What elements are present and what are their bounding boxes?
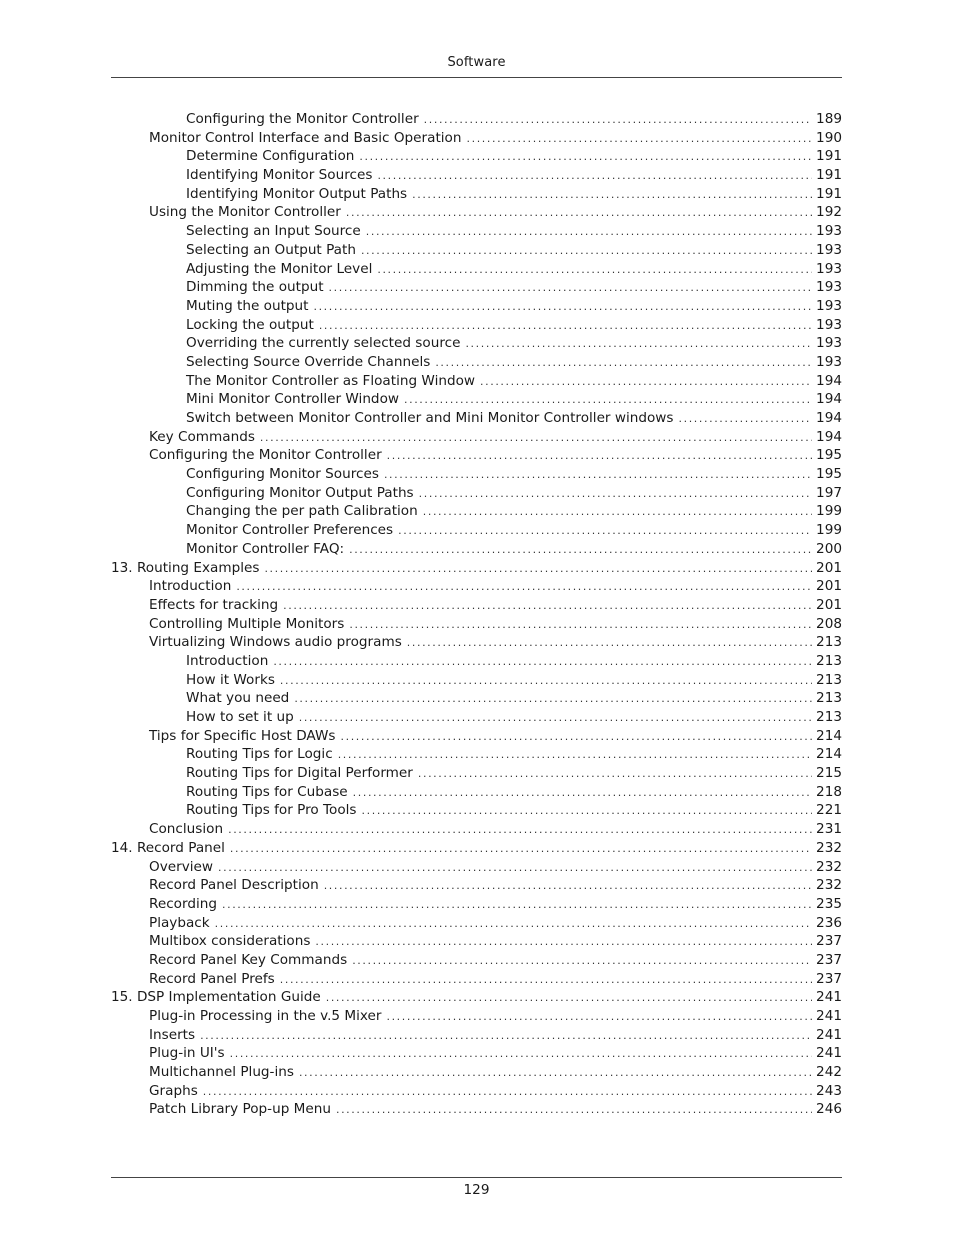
toc-entry[interactable] — [111, 596, 842, 615]
toc-entry[interactable] — [111, 1063, 842, 1082]
dot-leader — [679, 410, 812, 429]
toc-entry-title: Record Panel Description — [149, 877, 319, 894]
toc-entry-title: Selecting Source Override Channels — [186, 353, 431, 370]
dot-leader — [222, 896, 812, 915]
toc-entry-page: 232 — [816, 877, 842, 894]
dot-leader — [349, 616, 812, 635]
toc-entry[interactable] — [111, 372, 842, 391]
toc-entry[interactable] — [111, 559, 842, 578]
dot-leader — [299, 709, 812, 728]
toc-entry[interactable] — [111, 764, 842, 783]
dot-leader — [423, 503, 812, 522]
toc-entry[interactable] — [111, 353, 842, 372]
dot-leader — [218, 859, 812, 878]
dot-leader — [326, 989, 812, 1008]
toc-entry[interactable] — [111, 839, 842, 858]
toc-entry-page: 193 — [816, 335, 842, 352]
toc-entry-title: Routing Tips for Digital Performer — [186, 765, 413, 782]
toc-entry-title: Routing Tips for Cubase — [186, 783, 348, 800]
toc-entry-page: 237 — [816, 970, 842, 987]
toc-entry-page: 243 — [816, 1082, 842, 1099]
toc-entry[interactable] — [111, 502, 842, 521]
toc-entry[interactable] — [111, 484, 842, 503]
toc-entry[interactable] — [111, 633, 842, 652]
toc-entry-title: Selecting an Output Path — [186, 241, 356, 258]
toc-entry[interactable] — [111, 858, 842, 877]
toc-entry-title: Patch Library Pop-up Menu — [149, 1101, 331, 1118]
toc-entry-title: Identifying Monitor Sources — [186, 167, 373, 184]
toc-entry-page: 194 — [816, 372, 842, 389]
dot-leader — [384, 466, 812, 485]
dot-leader — [299, 1064, 812, 1083]
toc-entry-title: Plug-in Processing in the v.5 Mixer — [149, 1008, 382, 1024]
toc-entry[interactable] — [111, 390, 842, 409]
dot-leader — [273, 653, 812, 672]
toc-entry-page: 241 — [816, 1026, 842, 1043]
toc-entry[interactable] — [111, 203, 842, 222]
toc-entry-title: 13. Routing Examples — [111, 559, 260, 576]
toc-entry-title: Monitor Control Interface and Basic Operation — [149, 129, 462, 146]
toc-entry-page: 246 — [816, 1101, 842, 1118]
toc-entry[interactable] — [111, 241, 842, 260]
toc-entry[interactable] — [111, 876, 842, 895]
dot-leader — [352, 952, 812, 971]
toc-entry[interactable] — [111, 970, 842, 989]
toc-entry-page: 218 — [816, 783, 842, 800]
toc-entry-title: Virtualizing Windows audio programs — [149, 634, 402, 651]
toc-entry[interactable] — [111, 1044, 842, 1063]
toc-entry[interactable] — [111, 540, 842, 559]
toc-entry-title: Routing Tips for Logic — [186, 746, 333, 763]
toc-entry[interactable] — [111, 727, 842, 746]
toc-entry-page: 241 — [816, 1045, 842, 1062]
toc-entry-title: Identifying Monitor Output Paths — [186, 185, 408, 202]
dot-leader — [230, 1045, 812, 1064]
toc-entry[interactable] — [111, 820, 842, 839]
toc-entry-page: 208 — [816, 615, 842, 632]
toc-entry-page: 193 — [816, 353, 842, 370]
toc-entry-page: 241 — [816, 989, 842, 1006]
dot-leader — [338, 746, 812, 765]
toc-entry-page: 221 — [816, 802, 842, 819]
toc-entry[interactable] — [111, 521, 842, 540]
footer-rule — [111, 1177, 842, 1178]
toc-entry-title: 14. Record Panel — [111, 839, 225, 856]
dot-leader — [315, 933, 812, 952]
toc-entry[interactable] — [111, 316, 842, 335]
toc-entry-title: Recording — [149, 895, 217, 912]
toc-entry[interactable] — [111, 409, 842, 428]
toc-entry[interactable] — [111, 1026, 842, 1045]
toc-entry-title: Monitor Controller FAQ: — [186, 540, 345, 557]
dot-leader — [349, 541, 812, 560]
toc-entry-page: 193 — [816, 241, 842, 258]
toc-entry[interactable] — [111, 260, 842, 279]
dot-leader — [283, 597, 812, 616]
toc-entry[interactable] — [111, 297, 842, 316]
toc-entry-page: 192 — [816, 204, 842, 221]
dot-leader — [313, 298, 812, 317]
toc-entry-page: 213 — [816, 671, 842, 688]
dot-leader — [336, 1101, 812, 1120]
toc-entry-page: 199 — [816, 522, 842, 539]
dot-leader — [418, 765, 812, 784]
toc-entry-page: 194 — [816, 410, 842, 426]
toc-entry-page: 236 — [816, 914, 842, 931]
dot-leader — [467, 130, 813, 149]
dot-leader — [361, 242, 812, 261]
running-header: Software — [447, 55, 506, 70]
toc-entry-page: 193 — [816, 279, 842, 296]
toc-entry-title: Configuring Monitor Sources — [186, 466, 379, 483]
toc-entry-page: 194 — [816, 391, 842, 408]
toc-entry-page: 200 — [816, 540, 842, 557]
toc-entry[interactable] — [111, 1100, 842, 1119]
dot-leader — [377, 261, 812, 280]
toc-entry-title: Playback — [149, 914, 210, 931]
dot-leader — [465, 335, 812, 354]
toc-entry-title: Determine Configuration — [186, 148, 355, 165]
dot-leader — [294, 690, 812, 709]
dot-leader — [346, 204, 812, 223]
dot-leader — [280, 971, 812, 990]
toc-entry-title: The Monitor Controller as Floating Window — [186, 372, 476, 389]
toc-entry[interactable] — [111, 222, 842, 241]
dot-leader — [280, 672, 812, 691]
dot-leader — [264, 560, 812, 579]
toc-entry-title: Changing the per path Calibration — [186, 503, 418, 520]
dot-leader — [386, 1008, 812, 1027]
dot-leader — [362, 802, 812, 821]
toc-entry-page: 197 — [816, 484, 842, 501]
toc-entry-title: Introduction — [149, 578, 232, 595]
toc-entry[interactable] — [111, 1007, 842, 1026]
table-of-contents — [111, 110, 842, 1119]
toc-entry-title: Record Panel Key Commands — [149, 951, 348, 968]
dot-leader — [341, 728, 812, 747]
toc-entry-page: 232 — [816, 858, 842, 875]
dot-leader — [353, 784, 812, 803]
toc-entry[interactable] — [111, 185, 842, 204]
toc-entry-title: How to set it up — [186, 709, 294, 725]
dot-leader — [228, 821, 812, 840]
dot-leader — [319, 317, 812, 336]
toc-entry-page: 193 — [816, 223, 842, 240]
toc-entry[interactable] — [111, 446, 842, 465]
dot-leader — [424, 111, 812, 130]
toc-entry-title: What you need — [186, 690, 290, 707]
dot-leader — [260, 429, 812, 448]
toc-entry-page: 214 — [816, 746, 842, 763]
toc-entry-title: Plug-in UI's — [149, 1045, 225, 1062]
toc-entry-title: Dimming the output — [186, 279, 324, 296]
header-rule — [111, 77, 842, 78]
toc-entry[interactable] — [111, 334, 842, 353]
toc-entry-page: 242 — [816, 1064, 842, 1081]
dot-leader — [366, 223, 812, 242]
toc-entry-page: 213 — [816, 690, 842, 707]
dot-leader — [480, 373, 812, 392]
toc-entry-page: 193 — [816, 297, 842, 314]
toc-entry[interactable] — [111, 577, 842, 596]
toc-entry-page: 215 — [816, 765, 842, 782]
toc-entry[interactable] — [111, 147, 842, 166]
dot-leader — [404, 391, 812, 410]
toc-entry-title: Monitor Controller Preferences — [186, 522, 394, 539]
toc-entry-title: 15. DSP Implementation Guide — [111, 989, 321, 1006]
toc-entry-page: 194 — [816, 428, 842, 445]
toc-entry[interactable] — [111, 671, 842, 690]
toc-entry-title: Overriding the currently selected source — [186, 335, 461, 352]
dot-leader — [387, 447, 812, 466]
toc-entry[interactable] — [111, 988, 842, 1007]
toc-entry-title: Using the Monitor Controller — [149, 204, 341, 221]
toc-entry-page: 213 — [816, 634, 842, 651]
toc-entry-page: 193 — [816, 260, 842, 277]
toc-entry[interactable] — [111, 895, 842, 914]
toc-entry[interactable] — [111, 951, 842, 970]
toc-entry-page: 191 — [816, 185, 842, 202]
toc-entry[interactable] — [111, 914, 842, 933]
dot-leader — [407, 634, 812, 653]
toc-entry[interactable] — [111, 465, 842, 484]
toc-entry-page: 195 — [816, 466, 842, 483]
toc-entry-page: 213 — [816, 709, 842, 725]
toc-entry[interactable] — [111, 689, 842, 708]
toc-entry-page: 231 — [816, 821, 842, 838]
toc-entry[interactable] — [111, 110, 842, 129]
dot-leader — [329, 279, 812, 298]
toc-entry[interactable] — [111, 745, 842, 764]
toc-entry-title: Multichannel Plug-ins — [149, 1064, 294, 1081]
toc-entry-title: Mini Monitor Controller Window — [186, 391, 399, 408]
toc-entry-title: Selecting an Input Source — [186, 223, 361, 240]
dot-leader — [412, 186, 812, 205]
toc-entry-page: 191 — [816, 148, 842, 165]
dot-leader — [200, 1027, 812, 1046]
toc-entry-title: Configuring the Monitor Controller — [149, 447, 382, 464]
toc-entry-title: Configuring Monitor Output Paths — [186, 484, 414, 501]
toc-entry[interactable] — [111, 615, 842, 634]
toc-entry[interactable] — [111, 166, 842, 185]
toc-entry-title: Introduction — [186, 652, 269, 669]
toc-entry-page: 241 — [816, 1008, 842, 1024]
toc-entry-title: Record Panel Prefs — [149, 970, 275, 987]
toc-entry-title: Locking the output — [186, 316, 314, 333]
toc-entry-page: 191 — [816, 167, 842, 184]
page-number: 129 — [463, 1182, 490, 1198]
dot-leader — [419, 485, 812, 504]
dot-leader — [359, 148, 812, 167]
toc-entry-title: Inserts — [149, 1026, 196, 1043]
toc-entry-title: Adjusting the Monitor Level — [186, 260, 373, 277]
toc-entry-title: Controlling Multiple Monitors — [149, 615, 345, 632]
dot-leader — [230, 840, 812, 859]
toc-entry-page: 190 — [816, 129, 842, 146]
toc-entry-page: 237 — [816, 951, 842, 968]
toc-entry[interactable] — [111, 932, 842, 951]
toc-entry-page: 237 — [816, 933, 842, 950]
toc-entry-title: Key Commands — [149, 428, 255, 445]
toc-entry-page: 214 — [816, 727, 842, 744]
toc-entry[interactable] — [111, 278, 842, 297]
toc-entry-title: Graphs — [149, 1082, 198, 1099]
dot-leader — [215, 915, 812, 934]
dot-leader — [377, 167, 812, 186]
toc-entry-title: Routing Tips for Pro Tools — [186, 802, 357, 819]
toc-entry[interactable] — [111, 652, 842, 671]
toc-entry-page: 189 — [816, 111, 842, 127]
toc-entry-page: 201 — [816, 559, 842, 576]
toc-entry-title: Configuring the Monitor Controller — [186, 111, 419, 127]
toc-entry-title: Multibox considerations — [149, 933, 311, 950]
dot-leader — [398, 522, 812, 541]
dot-leader — [203, 1083, 812, 1102]
toc-entry-page: 232 — [816, 839, 842, 856]
dot-leader — [324, 877, 812, 896]
toc-entry-page: 235 — [816, 895, 842, 912]
toc-entry-page: 201 — [816, 596, 842, 613]
toc-entry-title: Switch between Monitor Controller and Mini Monitor Controller windows — [186, 410, 674, 426]
toc-entry[interactable] — [111, 708, 842, 727]
toc-entry[interactable] — [111, 1082, 842, 1101]
toc-entry-page: 201 — [816, 578, 842, 595]
toc-entry-title: Tips for Specific Host DAWs — [149, 727, 336, 744]
toc-entry-title: Overview — [149, 858, 213, 875]
toc-entry-title: Effects for tracking — [149, 596, 279, 613]
toc-entry[interactable] — [111, 801, 842, 820]
toc-entry-page: 195 — [816, 447, 842, 464]
toc-entry-page: 199 — [816, 503, 842, 520]
toc-entry[interactable] — [111, 428, 842, 447]
toc-entry-title: Muting the output — [186, 297, 309, 314]
toc-entry[interactable] — [111, 129, 842, 148]
toc-entry-title: Conclusion — [149, 821, 224, 838]
toc-entry-page: 213 — [816, 652, 842, 669]
toc-entry-page: 193 — [816, 316, 842, 333]
toc-entry[interactable] — [111, 783, 842, 802]
dot-leader — [236, 578, 812, 597]
toc-entry-title: How it Works — [186, 671, 275, 688]
dot-leader — [435, 354, 812, 373]
